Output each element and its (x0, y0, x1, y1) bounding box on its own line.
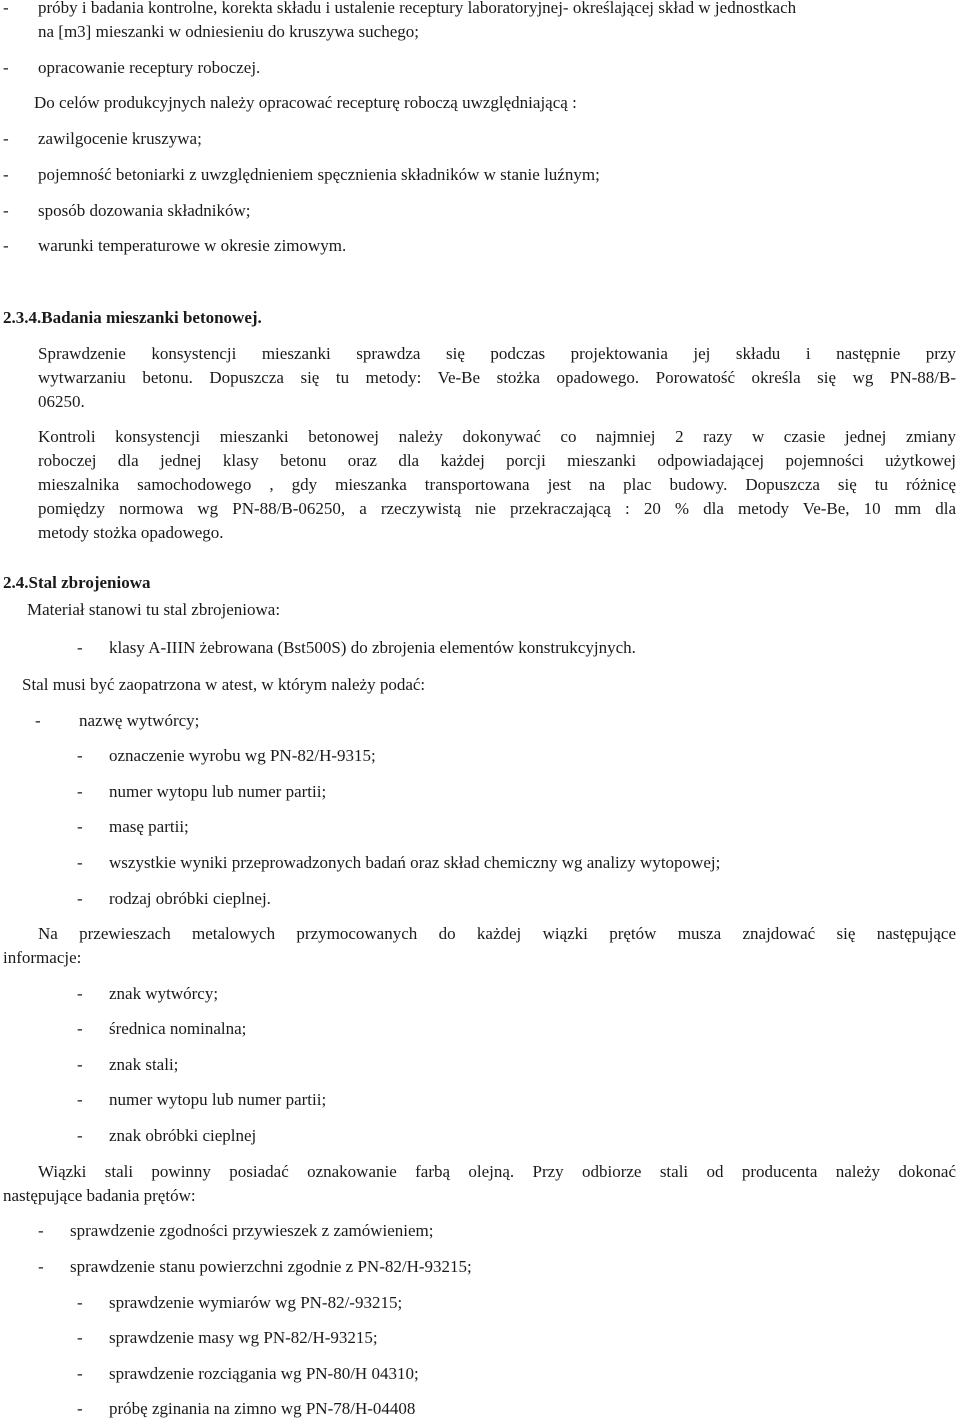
list-item-text: sprawdzenie masy wg PN-82/H-93215; (109, 1328, 378, 1347)
section-heading: 2.3.4.Badania mieszanki betonowej. (3, 308, 262, 327)
paragraph-intro: Materiał stanowi tu stal zbrojeniowa: (27, 600, 281, 619)
paragraph-line: Wiązki stali powinny posiadać oznakowanie farbą olejną. Przy odbiorze stali od producenta należy dokonać (38, 1162, 956, 1181)
list-item-text: sprawdzenie rozciągania wg PN-80/H 04310; (109, 1364, 419, 1383)
list-item-text: znak stali; (109, 1055, 179, 1074)
list-dash: - (35, 711, 41, 730)
list-dash: - (38, 1221, 44, 1240)
list-item-text: średnica nominalna; (109, 1019, 247, 1038)
list-item-text: numer wytopu lub numer partii; (109, 782, 327, 801)
paragraph-line: metody stożka opadowego. (38, 523, 224, 542)
list-item-text: oznaczenie wyrobu wg PN-82/H-9315; (109, 746, 376, 765)
list-item-text: znak obróbki cieplnej (109, 1126, 257, 1145)
paragraph-line: 06250. (38, 392, 85, 411)
list-item-text: próbę zginania na zimno wg PN-78/H-04408 (109, 1399, 416, 1418)
list-dash: - (77, 1328, 83, 1347)
list-dash: - (77, 1055, 83, 1074)
paragraph-line: następujące badania prętów: (3, 1186, 196, 1205)
list-dash: - (77, 746, 83, 765)
list-dash: - (77, 782, 83, 801)
list-dash: - (3, 129, 9, 148)
list-item-text: próby i badania kontrolne, korekta składu i ustalenie receptury laboratoryjnej- określającej skład w jednostkach (38, 0, 797, 17)
list-dash: - (77, 853, 83, 872)
list-dash: - (77, 1019, 83, 1038)
list-item-text: numer wytopu lub numer partii; (109, 1090, 327, 1109)
list-item-text: sposób dozowania składników; (38, 201, 251, 220)
paragraph-line: wytwarzaniu betonu. Dopuszcza się tu metody: Ve-Be stożka opadowego. Porowatość określa się wg PN-88/B- (38, 368, 956, 387)
list-item-text: wszystkie wyniki przeprowadzonych badań oraz skład chemiczny wg analizy wytopowej; (109, 853, 721, 872)
list-item-text: zawilgocenie kruszywa; (38, 129, 202, 148)
list-dash: - (77, 1364, 83, 1383)
list-dash: - (77, 1399, 83, 1418)
list-item-text: warunki temperaturowe w okresie zimowym. (38, 236, 347, 255)
list-item-text: masę partii; (109, 817, 189, 836)
list-item-text: opracowanie receptury roboczej. (38, 58, 261, 77)
paragraph-line: Sprawdzenie konsystencji mieszanki sprawdza się podczas projektowania jej składu i następnie przy (38, 344, 956, 363)
list-item-text: rodzaj obróbki cieplnej. (109, 889, 271, 908)
paragraph-line: pomiędzy normowa wg PN-88/B-06250, a rzeczywistą nie przekraczającą : 20 % dla metody Ve-Be, 10 mm dla (38, 499, 956, 518)
list-item-text: pojemność betoniarki z uwzględnieniem spęcznienia składników w stanie luźnym; (38, 165, 600, 184)
list-dash: - (3, 236, 9, 255)
list-dash: - (77, 638, 83, 657)
list-item-text: nazwę wytwórcy; (79, 711, 200, 730)
list-dash: - (77, 1090, 83, 1109)
paragraph-line: mieszalnika samochodowego , gdy mieszanka transportowana jest na plac budowy. Dopuszcza się tu różnicę (38, 475, 956, 494)
list-dash: - (3, 165, 9, 184)
list-item-text: sprawdzenie zgodności przywieszek z zamówieniem; (70, 1221, 434, 1240)
list-dash: - (77, 889, 83, 908)
list-item-text: na [m3] mieszanki w odniesieniu do kruszywa suchego; (38, 22, 419, 41)
list-item-text: sprawdzenie wymiarów wg PN-82/-93215; (109, 1293, 403, 1312)
list-dash: - (3, 0, 9, 17)
list-dash: - (38, 1257, 44, 1276)
section-heading: 2.4.Stal zbrojeniowa (3, 573, 151, 592)
paragraph-intro: Do celów produkcyjnych należy opracować recepturę roboczą uwzględniającą : (34, 93, 577, 112)
list-dash: - (77, 984, 83, 1003)
list-item-text: sprawdzenie stanu powierzchni zgodnie z PN-82/H-93215; (70, 1257, 472, 1276)
paragraph-line: informacje: (3, 948, 82, 967)
list-dash: - (77, 817, 83, 836)
paragraph-intro: Stal musi być zaopatrzona w atest, w którym należy podać: (22, 675, 426, 694)
list-item-text: klasy A-IIIN żebrowana (Bst500S) do zbrojenia elementów konstrukcyjnych. (109, 638, 636, 657)
list-dash: - (77, 1293, 83, 1312)
paragraph-line: roboczej dla jednej klasy betonu oraz dla każdej porcji mieszanki odpowiadającej pojemności użytkowej (38, 451, 956, 470)
list-dash: - (3, 58, 9, 77)
paragraph-line: Kontroli konsystencji mieszanki betonowej należy dokonywać co najmniej 2 razy w czasie jednej zmiany (38, 427, 956, 446)
list-dash: - (77, 1126, 83, 1145)
list-item-text: znak wytwórcy; (109, 984, 219, 1003)
paragraph-line: Na przewieszach metalowych przymocowanych do każdej wiązki prętów musza znajdować się następujące (38, 924, 956, 943)
list-dash: - (3, 201, 9, 220)
